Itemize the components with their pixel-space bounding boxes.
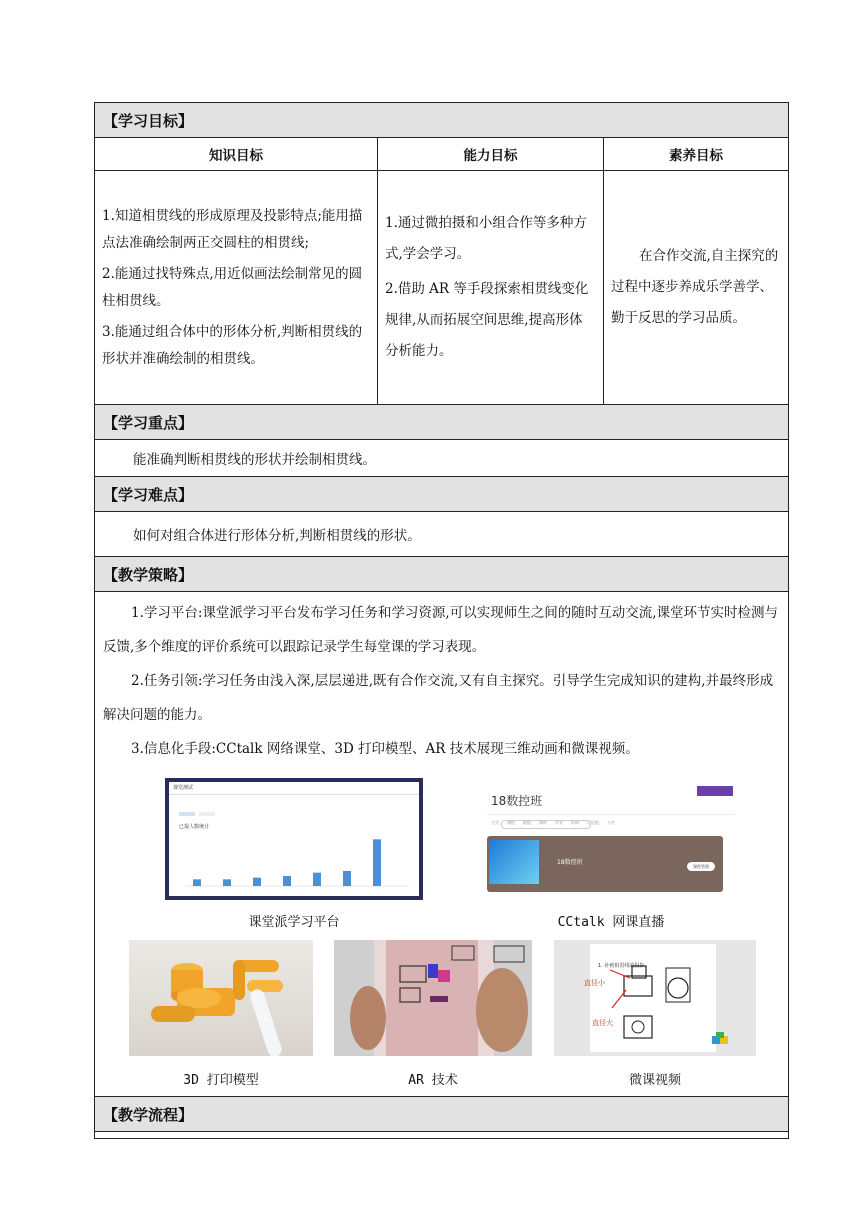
microlesson-title: 1. 补画相贯线的投影。 — [598, 963, 650, 969]
knowledge-goal-2: 2.能通过找特殊点,用近似画法绘制常见的圆柱相贯线。 — [102, 265, 363, 309]
knowledge-goal-3: 3.能通过组合体中的形体分析,判断相贯线的形状并准确绘制的相贯线。 — [102, 323, 363, 367]
3d-print-photo — [129, 940, 313, 1056]
ketangpai-bar-chart — [169, 782, 419, 896]
cctalk-card — [487, 836, 723, 892]
process-body — [95, 1132, 789, 1139]
ketangpai-bar — [193, 879, 201, 886]
ketangpai-title: 课堂测试 — [173, 785, 194, 791]
strategy-item-1: 1.学习平台:课堂派学习平台发布学习任务和学习资源,可以实现师生之间的随时互动交流,课堂环节实时检测与反馈,多个维度的评价系统可以跟踪记录学生每堂课的学习表现。 — [103, 605, 779, 655]
ketangpai-bar — [373, 839, 381, 886]
section-process-title: 【教学流程】 — [95, 1097, 789, 1132]
strategy-item-2: 2.任务引领:学习任务由浅入深,层层递进,既有合作交流,又有自主探究。引导学生完成知识的建构,并最终形成解决问题的能力。 — [103, 673, 774, 723]
3d-model-illustration — [129, 940, 313, 1056]
caption-ar: AR 技术 — [408, 1073, 458, 1088]
label-small-diameter: 直径小 — [584, 979, 605, 987]
cctalk-tab: 资料 — [571, 820, 579, 825]
cctalk-channel-name: 18数控班 — [491, 794, 543, 808]
caption-microlesson: 微课视频 — [628, 1073, 681, 1088]
label-large-diameter: 直径大 — [592, 1019, 613, 1027]
lesson-plan — [94, 102, 788, 1139]
ketangpai-stat-label: 已提人数统计 — [179, 824, 210, 830]
cctalk-tab: 课时 — [539, 820, 547, 825]
figures-area — [103, 766, 780, 1088]
section-difficulty-title: 【学习难点】 — [95, 477, 789, 512]
strategy-item-3: 3.信息化手段:CCtalk 网络课堂、3D 打印模型、AR 技术展现三维动画和微课视频。 — [131, 741, 639, 757]
caption-3d-print: 3D 打印模型 — [183, 1073, 259, 1088]
header-knowledge: 知识目标 — [95, 138, 378, 171]
ability-goals — [378, 171, 604, 405]
microlesson-drawing — [554, 940, 756, 1056]
cctalk-tab: 课程 — [507, 820, 515, 825]
cctalk-tab: 作业 — [555, 820, 563, 825]
cctalk-card-title: 18数控班 — [557, 859, 583, 866]
literacy-goals — [604, 171, 789, 405]
ketangpai-bar — [283, 876, 291, 886]
caption-ketangpai: 课堂派学习平台 — [248, 915, 340, 930]
section-strategy-title: 【教学策略】 — [95, 557, 789, 592]
cctalk-tab: 公告 — [607, 820, 615, 825]
cctalk-screenshot — [487, 778, 735, 900]
microlesson-screenshot — [554, 940, 756, 1056]
cctalk-manage-button: 课程管理 — [687, 862, 715, 871]
ability-goal-2: 2.借助 AR 等手段探索相贯线变化规律,从而拓展空间思维,提高形体分析能力。 — [385, 281, 589, 359]
cctalk-tab: 群组 — [523, 820, 531, 825]
section-objectives-title: 【学习目标】 — [95, 103, 789, 138]
literacy-goal: 在合作交流,自主探究的过程中逐步养成乐学善学、勤于反思的学习品质。 — [611, 248, 779, 326]
cctalk-tab: 主页 — [491, 820, 499, 825]
cctalk-tab: 讨论组 — [587, 820, 599, 825]
ar-photo — [334, 940, 532, 1056]
ketangpai-bar — [343, 871, 351, 886]
ability-goal-1: 1.通过微拍摄和小组合作等多种方式,学会学习。 — [385, 215, 587, 262]
ar-illustration — [334, 940, 532, 1056]
caption-cctalk: CCtalk 网课直播 — [557, 915, 665, 930]
keypoint-text: 能准确判断相贯线的形状并绘制相贯线。 — [95, 440, 789, 477]
difficulty-text: 如何对组合体进行形体分析,判断相贯线的形状。 — [95, 512, 789, 557]
ketangpai-screenshot — [165, 778, 423, 900]
header-ability: 能力目标 — [378, 138, 604, 171]
ketangpai-bar — [253, 878, 261, 886]
knowledge-goals — [95, 171, 378, 405]
ketangpai-bar — [223, 879, 231, 886]
section-keypoint-title: 【学习重点】 — [95, 405, 789, 440]
knowledge-goal-1: 1.知道相贯线的形成原理及投影特点;能用描点法准确绘制两正交圆柱的相贯线; — [102, 207, 363, 251]
header-literacy: 素养目标 — [604, 138, 789, 171]
ketangpai-bar — [313, 873, 321, 886]
lesson-table — [94, 102, 789, 1139]
strategy-cell — [95, 592, 789, 1097]
